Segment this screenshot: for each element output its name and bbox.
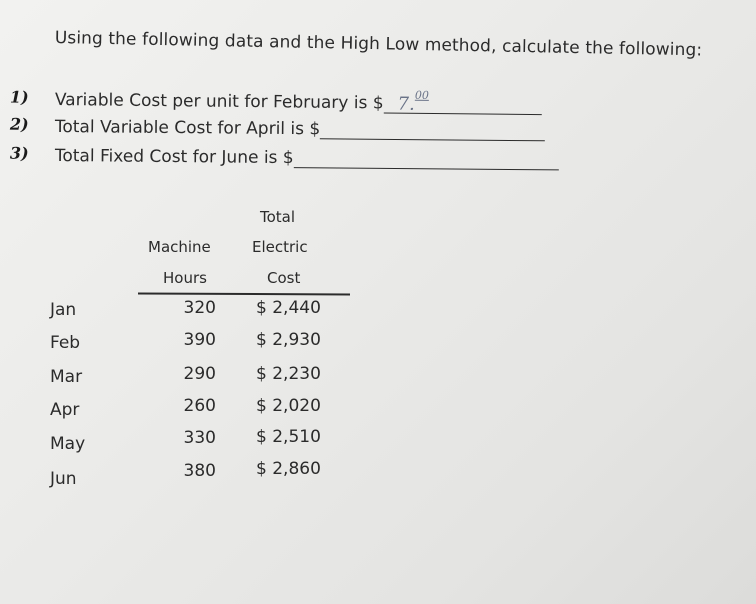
header-machine: Machine [148,238,211,256]
hours-cell: 330 [183,428,216,448]
hours-cell: 380 [183,461,216,481]
question-number-2: 2) [9,114,29,134]
cost-cell: $ 2,020 [256,396,321,416]
month-cell: Jun [50,469,77,489]
month-cell: May [50,434,86,454]
answer-blank-1[interactable] [384,88,542,115]
instructions-heading: Using the following data and the High Low method, calculate the following: [54,28,703,61]
answer-blank-2[interactable] [320,124,545,141]
question-number-1: 1) [9,87,29,107]
handwritten-answer-1: 7.00 [397,88,429,115]
header-electric: Electric [252,238,308,256]
cost-cell: $ 2,230 [256,364,321,384]
month-cell: Feb [50,333,81,353]
hours-cell: 290 [183,364,216,384]
month-cell: Apr [50,400,80,420]
header-hours: Hours [163,269,207,287]
cost-cell: $ 2,440 [256,298,321,318]
question-2-text: Total Variable Cost for April is $ [54,117,321,140]
answer-blank-3[interactable] [294,153,559,170]
cost-cell: $ 2,860 [256,459,321,479]
header-underline [138,292,350,295]
header-cost: Cost [267,269,301,287]
hours-cell: 260 [183,396,216,416]
question-number-3: 3) [9,143,29,163]
hours-cell: 320 [183,298,216,318]
question-1-text: Variable Cost per unit for February is $ [54,90,384,114]
month-cell: Jan [50,300,77,320]
question-2 [9,114,546,141]
cost-cell: $ 2,930 [256,330,321,350]
cost-cell: $ 2,510 [256,427,321,447]
question-3-text: Total Fixed Cost for June is $ [54,146,294,169]
header-total: Total [260,208,296,226]
question-3 [9,143,559,170]
hours-cell: 390 [183,330,216,350]
month-cell: Mar [50,367,83,387]
question-1 [9,87,542,115]
